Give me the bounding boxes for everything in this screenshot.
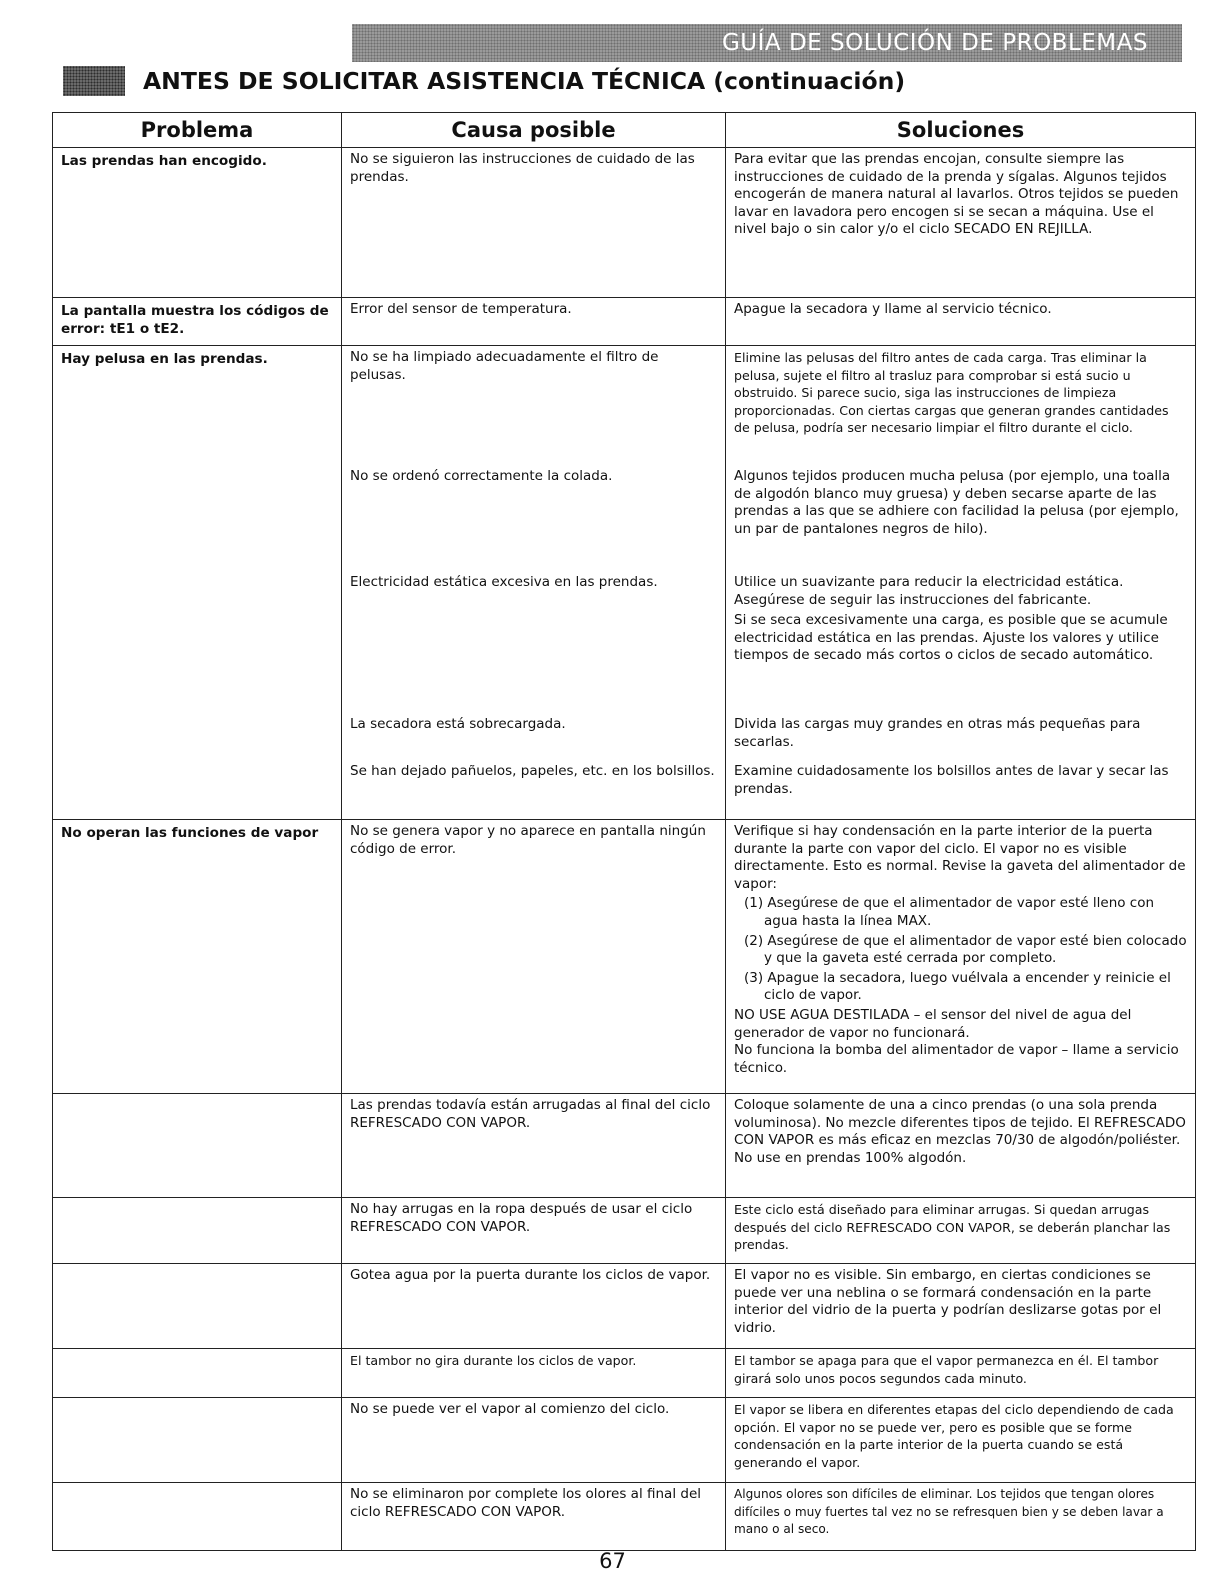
solution-cell bbox=[726, 1349, 1196, 1398]
problem-text: La pantalla muestra los códigos de error: tE1 o tE2. bbox=[61, 303, 329, 337]
solution-text: El vapor se libera en diferentes etapas del ciclo dependiendo de cada opción. El vapor no se puede ver, pero es posible que se forme condensación en la parte interior de la puerta cuando se está generando el vapor. bbox=[734, 1402, 1174, 1470]
problem-cell bbox=[53, 1094, 342, 1198]
solution-cell bbox=[726, 298, 1196, 346]
cause-cell bbox=[342, 1398, 726, 1483]
solution-step: (3) Apague la secadora, luego vuélvala a encender y reinicie el ciclo de vapor. bbox=[744, 969, 1171, 1004]
cause-text: Error del sensor de temperatura. bbox=[350, 301, 572, 317]
table-row bbox=[53, 1264, 1196, 1349]
solution-cell bbox=[726, 1398, 1196, 1483]
solution-text: Apague la secadora y llame al servicio técnico. bbox=[734, 301, 1052, 317]
problem-text bbox=[53, 1198, 341, 1206]
cause-cell bbox=[342, 820, 726, 1094]
cause-text: Electricidad estática excesiva en las prendas. bbox=[350, 574, 658, 590]
problem-cell bbox=[53, 346, 342, 820]
problem-text bbox=[53, 1264, 341, 1272]
problem-cell bbox=[53, 1483, 342, 1551]
solution-text: Si se seca excesivamente una carga, es posible que se acumule electricidad estática en las prendas. Ajuste los valores y utilice tiempos de secado más cortos o ciclos de secado automático. bbox=[734, 612, 1168, 664]
solution-text: Divida las cargas muy grandes en otras más pequeñas para secarlas. bbox=[734, 716, 1141, 750]
cause-text: No se ha limpiado adecuadamente el filtro de pelusas. bbox=[350, 349, 659, 383]
problem-cell bbox=[53, 1349, 342, 1398]
solution-cell bbox=[726, 1094, 1196, 1198]
cause-text: La secadora está sobrecargada. bbox=[350, 716, 566, 732]
solution-text: El tambor se apaga para que el vapor permanezca en él. El tambor girará solo unos pocos segundos cada minuto. bbox=[734, 1353, 1159, 1386]
solution-text: Utilice un suavizante para reducir la electricidad estática. Asegúrese de seguir las instrucciones del fabricante. bbox=[734, 574, 1124, 608]
heading-marker bbox=[63, 66, 125, 96]
problem-text bbox=[53, 1349, 341, 1357]
problem-text: Hay pelusa en las prendas. bbox=[61, 351, 268, 367]
problem-text bbox=[53, 1398, 341, 1406]
solution-text: Este ciclo está diseñado para eliminar arrugas. Si quedan arrugas después del ciclo REFRESCADO CON VAPOR, se deberán planchar las prendas. bbox=[734, 1202, 1171, 1253]
section-banner bbox=[352, 24, 1182, 62]
problem-text bbox=[53, 1483, 341, 1491]
header-cause: Causa posible bbox=[342, 113, 726, 148]
cause-text: No se ordenó correctamente la colada. bbox=[350, 468, 613, 484]
problem-cell bbox=[53, 1398, 342, 1483]
section-heading bbox=[63, 64, 905, 98]
solution-text: Algunos tejidos producen mucha pelusa (por ejemplo, una toalla de algodón blanco muy gruesa) y deben secarse aparte de las prendas a las que se adhiere con facilidad la pelusa (por ejemplo, un par de pantalones negros de hilo). bbox=[734, 468, 1179, 537]
problem-cell bbox=[53, 1264, 342, 1349]
header-problem: Problema bbox=[53, 113, 342, 148]
table-row bbox=[53, 1094, 1196, 1198]
solution-text: Algunos olores son difíciles de eliminar. Los tejidos que tengan olores difíciles o muy fuertes tal vez no se refresquen bien y se deben lavar a mano o al seco. bbox=[734, 1487, 1164, 1537]
solution-cell bbox=[726, 346, 1196, 820]
problem-cell bbox=[53, 1198, 342, 1264]
solution-cell bbox=[726, 148, 1196, 298]
cause-text: No hay arrugas en la ropa después de usar el ciclo REFRESCADO CON VAPOR. bbox=[350, 1201, 693, 1235]
problem-text: No operan las funciones de vapor bbox=[61, 825, 319, 841]
problem-cell bbox=[53, 820, 342, 1094]
table-row bbox=[53, 1349, 1196, 1398]
header-solutions: Soluciones bbox=[726, 113, 1196, 148]
solution-text: Examine cuidadosamente los bolsillos antes de lavar y secar las prendas. bbox=[734, 763, 1169, 797]
cause-cell bbox=[342, 298, 726, 346]
table-row bbox=[53, 1483, 1196, 1551]
table-header-row bbox=[53, 113, 1196, 148]
heading-title: ANTES DE SOLICITAR ASISTENCIA TÉCNICA (continuación) bbox=[143, 67, 906, 95]
cause-text: No se eliminaron por complete los olores al final del ciclo REFRESCADO CON VAPOR. bbox=[350, 1486, 701, 1520]
solution-text: Coloque solamente de una a cinco prendas (o una sola prenda voluminosa). No mezcle diferentes tipos de tejido. El REFRESCADO CON VAPOR es más eficaz en mezclas 70/30 de algodón/poliéster. No use en prendas 100% algodón. bbox=[734, 1097, 1186, 1166]
solution-text: El vapor no es visible. Sin embargo, en ciertas condiciones se puede ver una neblina o se formará condensación en la parte interior del vidrio de la puerta y podrían deslizarse gotas por el vidrio. bbox=[734, 1267, 1162, 1336]
troubleshooting-table bbox=[52, 112, 1196, 1551]
cause-text: No se siguieron las instrucciones de cuidado de las prendas. bbox=[350, 151, 695, 185]
solution-cell bbox=[726, 820, 1196, 1094]
solution-note: No funciona la bomba del alimentador de vapor – llame a servicio técnico. bbox=[734, 1042, 1179, 1076]
solution-cell bbox=[726, 1483, 1196, 1551]
solution-text: Verifique si hay condensación en la parte interior de la puerta durante la parte con vapor del ciclo. El vapor no es visible directamente. Esto es normal. Revise la gaveta del alimentador de vapor: bbox=[734, 823, 1186, 892]
solution-step: (1) Asegúrese de que el alimentador de vapor esté lleno con agua hasta la línea MAX. bbox=[744, 895, 1155, 929]
problem-cell bbox=[53, 148, 342, 298]
cause-cell bbox=[342, 1264, 726, 1349]
problem-cell bbox=[53, 298, 342, 346]
cause-cell bbox=[342, 1198, 726, 1264]
solution-cell bbox=[726, 1264, 1196, 1349]
cause-cell bbox=[342, 346, 726, 820]
cause-cell bbox=[342, 148, 726, 298]
page-number: 67 bbox=[599, 1549, 626, 1573]
problem-text bbox=[53, 1094, 341, 1102]
section-banner-title: GUÍA DE SOLUCIÓN DE PROBLEMAS bbox=[721, 30, 1148, 56]
cause-cell bbox=[342, 1094, 726, 1198]
solution-text: Elimine las pelusas del filtro antes de cada carga. Tras eliminar la pelusa, sujete el filtro al trasluz para comprobar si está sucio u obstruido. Si parece sucio, siga las instrucciones de limpieza proporcionadas. Con ciertas cargas que generan grandes cantidades de pelusa, podría ser necesario limpiar el filtro durante el ciclo. bbox=[734, 350, 1169, 436]
cause-text: No se genera vapor y no aparece en pantalla ningún código de error. bbox=[350, 823, 706, 857]
table-row bbox=[53, 820, 1196, 1094]
cause-cell bbox=[342, 1349, 726, 1398]
cause-text: El tambor no gira durante los ciclos de vapor. bbox=[350, 1353, 637, 1368]
table-row bbox=[53, 346, 1196, 820]
cause-text: Gotea agua por la puerta durante los ciclos de vapor. bbox=[350, 1267, 711, 1283]
problem-text: Las prendas han encogido. bbox=[61, 153, 267, 169]
solution-cell bbox=[726, 1198, 1196, 1264]
solution-text: Para evitar que las prendas encojan, consulte siempre las instrucciones de cuidado de la prenda y sígalas. Algunos tejidos encogerán de manera natural al lavarlos. Otros tejidos se pueden lavar en lavadora pero encogen si se secan a máquina. Use el nivel bajo o sin calor y/o el ciclo SECADO EN REJILLA. bbox=[734, 151, 1179, 238]
cause-text: No se puede ver el vapor al comienzo del ciclo. bbox=[350, 1401, 670, 1417]
table-row bbox=[53, 298, 1196, 346]
cause-text: Se han dejado pañuelos, papeles, etc. en los bolsillos. bbox=[350, 763, 715, 779]
table-row bbox=[53, 148, 1196, 298]
cause-text: Las prendas todavía están arrugadas al final del ciclo REFRESCADO CON VAPOR. bbox=[350, 1097, 711, 1131]
table-row bbox=[53, 1398, 1196, 1483]
solution-step: (2) Asegúrese de que el alimentador de vapor esté bien colocado y que la gaveta esté cerrada por completo. bbox=[744, 932, 1187, 967]
table-row bbox=[53, 1198, 1196, 1264]
solution-note: NO USE AGUA DESTILADA – el sensor del nivel de agua del generador de vapor no funcionará. bbox=[734, 1006, 1132, 1041]
cause-cell bbox=[342, 1483, 726, 1551]
